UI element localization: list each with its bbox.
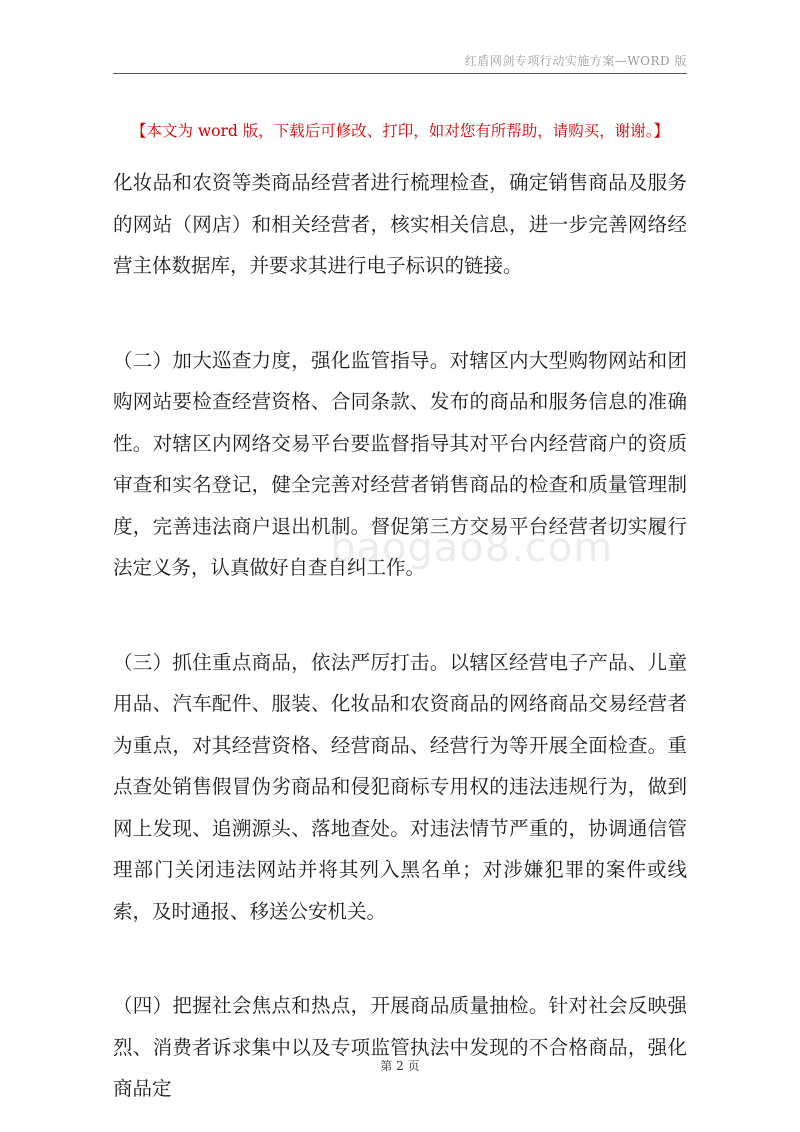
paragraph-4: （四）把握社会焦点和热点，开展商品质量抽检。针对社会反映强烈、消费者诉求集中以及专项监管执法中发现的不合格商品，强化商品定: [113, 994, 687, 1100]
header-divider: [113, 73, 687, 74]
download-notice: 【本文为 word 版，下载后可修改、打印，如对您有所帮助，请购买，谢谢。】: [130, 122, 670, 140]
watermark: baogao8.com: [330, 525, 614, 571]
paragraph-3: （三）抓住重点商品，依法严厉打击。以辖区经营电子产品、儿童用品、汽车配件、服装、化妆品和农资商品的网络商品交易经营者为重点，对其经营资格、经营商品、经营行为等开展全面检查。重点查处销售假冒伪劣商品和侵犯商标专用权的违法违规行为，做到网上发现、追溯源头、落地查处。对违法情节严重的，协调通信管理部门关闭违法网站并将其列入黑名单；对涉嫌犯罪的案件或线索，及时通报、移送公安机关。: [113, 650, 687, 923]
page-number: 第 2 页: [380, 1059, 420, 1073]
paragraph-1: 化妆品和农资等类商品经营者进行梳理检查，确定销售商品及服务的网站（网店）和相关经营者，核实相关信息，进一步完善网络经营主体数据库，并要求其进行电子标识的链接。: [113, 171, 687, 277]
document-body: [113, 162, 687, 1110]
document-header-title: 红盾网剑专项行动实施方案—WORD 版: [464, 54, 687, 68]
paragraph-2: （二）加大巡查力度，强化监管指导。对辖区内大型购物网站和团购网站要检查经营资格、合同条款、发布的商品和服务信息的准确性。对辖区内网络交易平台要监督指导其对平台内经营商户的资质审查和实名登记，健全完善对经营者销售商品的检查和质量管理制度，完善违法商户退出机制。督促第三方交易平台经营者切实履行法定义务，认真做好自查自纠工作。: [113, 348, 687, 579]
